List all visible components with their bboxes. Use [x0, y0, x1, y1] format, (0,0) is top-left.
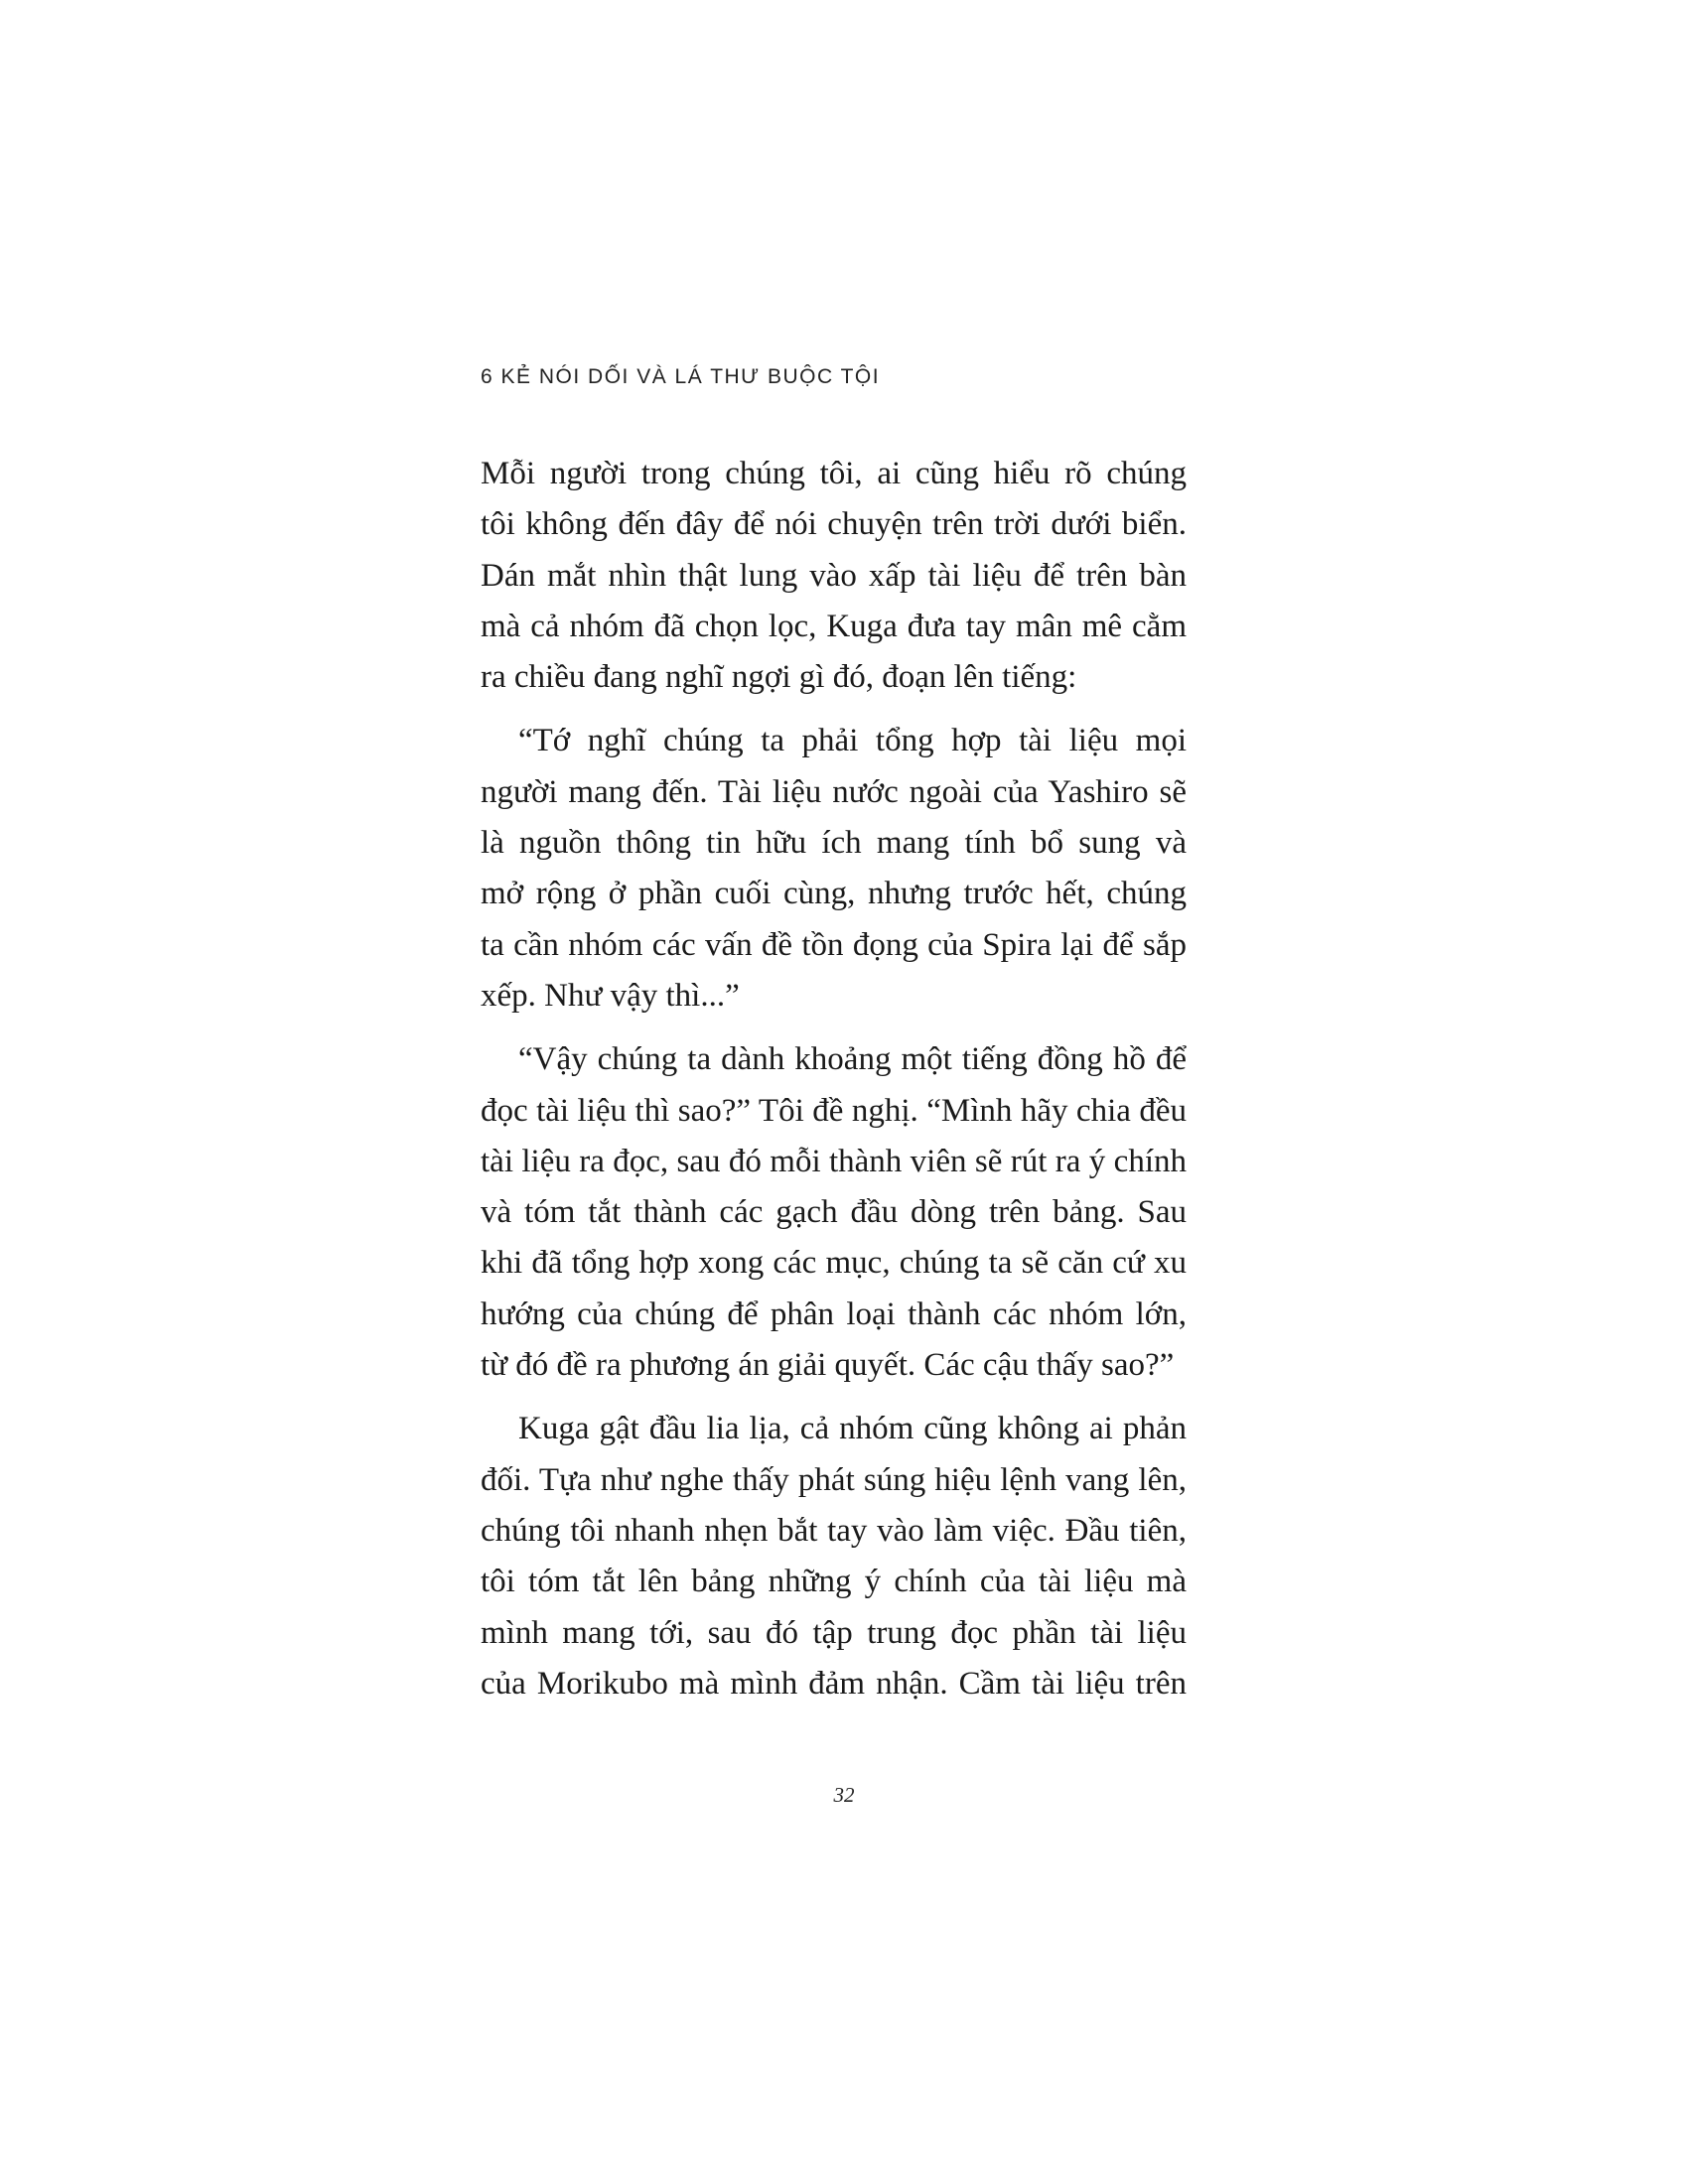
page-number: 32 [833, 1783, 855, 1807]
text-line: Kuga gật đầu lia lịa, cả nhóm cũng không ai phản [518, 1411, 1187, 1447]
text-line: từ đó đề ra phương án giải quyết. Các cậu thấy sao?” [481, 1347, 1175, 1384]
text-line: Mỗi người trong chúng tôi, ai cũng hiểu rõ chúng [481, 456, 1187, 491]
text-line: hướng của chúng để phân loại thành các nhóm lớn, [481, 1296, 1187, 1332]
paragraph-1 [481, 449, 1187, 703]
text-line: “Vậy chúng ta dành khoảng một tiếng đồng hồ để [518, 1041, 1187, 1078]
text-line: đối. Tựa như nghe thấy phát súng hiệu lệnh vang lên, [481, 1461, 1187, 1498]
text-line: chúng tôi nhanh nhẹn bắt tay vào làm việc. Đầu tiên, [481, 1512, 1187, 1549]
paragraph-2 [481, 716, 1187, 1022]
text-line: xếp. Như vậy thì...” [481, 977, 740, 1014]
body-text [481, 449, 1187, 1709]
text-line: và tóm tắt thành các gạch đầu dòng trên bảng. Sau [481, 1194, 1187, 1231]
text-line: mình mang tới, sau đó tập trung đọc phần tài liệu [481, 1614, 1187, 1651]
text-line: tôi tóm tắt lên bảng những ý chính của tài liệu mà [481, 1564, 1187, 1600]
text-line: mở rộng ở phần cuối cùng, nhưng trước hết, chúng [481, 876, 1187, 912]
text-line: tài liệu ra đọc, sau đó mỗi thành viên sẽ rút ra ý chính [481, 1143, 1187, 1179]
text-line: ta cần nhóm các vấn đề tồn đọng của Spira lại để sắp [481, 926, 1187, 963]
text-line: Dán mắt nhìn thật lung vào xấp tài liệu để trên bàn [481, 557, 1187, 594]
text-line: “Tớ nghĩ chúng ta phải tổng hợp tài liệu mọi [518, 723, 1187, 759]
text-line: tôi không đến đây để nói chuyện trên trời dưới biển. [481, 506, 1187, 543]
text-line: đọc tài liệu thì sao?” Tôi đề nghị. “Mình hãy chia đều [481, 1092, 1187, 1129]
text-line: người mang đến. Tài liệu nước ngoài của Yashiro sẽ [481, 773, 1187, 810]
text-line: của Morikubo mà mình đảm nhận. Cầm tài liệu trên [481, 1665, 1187, 1702]
text-line: mà cả nhóm đã chọn lọc, Kuga đưa tay mân mê cằm [481, 608, 1187, 644]
text-line: là nguồn thông tin hữu ích mang tính bổ sung và [481, 825, 1187, 862]
paragraph-4 [481, 1404, 1187, 1709]
running-head: 6 KẺ NÓI DỐI VÀ LÁ THƯ BUỘC TỘI [481, 365, 881, 388]
text-line: khi đã tổng hợp xong các mục, chúng ta sẽ căn cứ xu [481, 1245, 1187, 1282]
paragraph-3 [481, 1034, 1187, 1391]
text-line: ra chiều đang nghĩ ngợi gì đó, đoạn lên tiếng: [481, 659, 1077, 696]
